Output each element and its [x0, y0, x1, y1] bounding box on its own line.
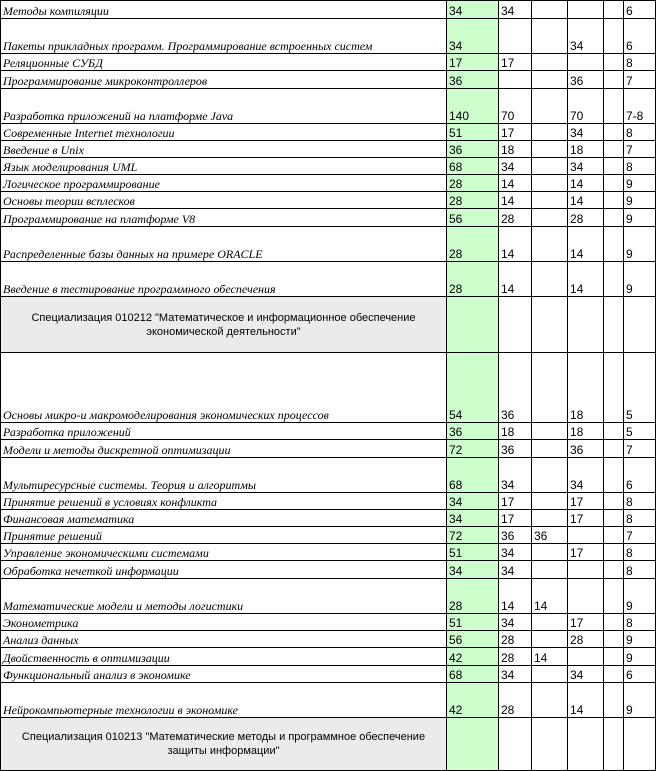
practice-hours-cell[interactable]: 28: [568, 209, 604, 227]
lab-hours-cell[interactable]: [532, 683, 568, 718]
lecture-hours-cell[interactable]: 14: [499, 227, 532, 262]
practice-hours-cell[interactable]: 34: [568, 666, 604, 683]
empty-cell[interactable]: [604, 648, 624, 666]
table-row[interactable]: [1, 71, 656, 89]
semester-cell[interactable]: 8: [624, 54, 656, 71]
practice-hours-cell[interactable]: 34: [568, 124, 604, 141]
lab-hours-cell[interactable]: [532, 89, 568, 124]
table-row[interactable]: [1, 353, 656, 423]
lecture-hours-cell[interactable]: 34: [499, 544, 532, 561]
semester-cell[interactable]: 5: [624, 423, 656, 440]
empty-cell[interactable]: [604, 124, 624, 141]
table-row[interactable]: [1, 458, 656, 493]
total-hours-cell[interactable]: 34: [447, 561, 499, 579]
total-hours-cell[interactable]: 68: [447, 458, 499, 493]
total-hours-cell[interactable]: 34: [447, 493, 499, 510]
course-name-cell[interactable]: Двойственность в оптимизации: [1, 648, 447, 666]
table-row[interactable]: [1, 493, 656, 510]
lab-hours-cell[interactable]: [532, 262, 568, 297]
lab-hours-cell[interactable]: [532, 141, 568, 158]
course-name-cell[interactable]: Логическое программирование: [1, 175, 447, 192]
practice-hours-cell[interactable]: 14: [568, 192, 604, 209]
empty-cell[interactable]: [604, 158, 624, 175]
lab-hours-cell[interactable]: [532, 631, 568, 648]
empty-cell[interactable]: [604, 19, 624, 54]
practice-hours-cell[interactable]: 17: [568, 544, 604, 561]
table-row[interactable]: [1, 209, 656, 227]
total-hours-cell[interactable]: 51: [447, 614, 499, 631]
lecture-hours-cell[interactable]: 34: [499, 561, 532, 579]
empty-cell[interactable]: [604, 353, 624, 423]
empty-cell[interactable]: [604, 192, 624, 209]
lab-hours-cell[interactable]: [532, 227, 568, 262]
course-name-cell[interactable]: Эконометрика: [1, 614, 447, 631]
semester-cell[interactable]: 8: [624, 158, 656, 175]
practice-hours-cell[interactable]: 70: [568, 89, 604, 124]
course-name-cell[interactable]: Язык моделирования UML: [1, 158, 447, 175]
practice-hours-cell[interactable]: [568, 561, 604, 579]
lecture-hours-cell[interactable]: 34: [499, 666, 532, 683]
practice-hours-cell[interactable]: 17: [568, 493, 604, 510]
total-hours-cell[interactable]: 51: [447, 544, 499, 561]
specialization-row[interactable]: [1, 718, 656, 771]
empty-cell[interactable]: [568, 297, 604, 353]
lecture-hours-cell[interactable]: 17: [499, 510, 532, 527]
specialization-title-cell[interactable]: Специализация 010212 "Математическое и информационное обеспечение экономической деятельности": [1, 297, 447, 353]
lab-hours-cell[interactable]: [532, 1, 568, 19]
practice-hours-cell[interactable]: [568, 54, 604, 71]
total-hours-cell[interactable]: [447, 718, 499, 771]
lecture-hours-cell[interactable]: 18: [499, 141, 532, 158]
empty-cell[interactable]: [604, 718, 624, 771]
total-hours-cell[interactable]: 34: [447, 1, 499, 19]
empty-cell[interactable]: [604, 440, 624, 458]
lecture-hours-cell[interactable]: 34: [499, 614, 532, 631]
lecture-hours-cell[interactable]: 17: [499, 493, 532, 510]
lecture-hours-cell[interactable]: 17: [499, 124, 532, 141]
empty-cell[interactable]: [604, 89, 624, 124]
lecture-hours-cell[interactable]: 17: [499, 54, 532, 71]
total-hours-cell[interactable]: 36: [447, 141, 499, 158]
lecture-hours-cell[interactable]: 36: [499, 353, 532, 423]
practice-hours-cell[interactable]: 36: [568, 440, 604, 458]
table-row[interactable]: [1, 19, 656, 54]
course-name-cell[interactable]: Мультиресурсные системы. Теория и алгоритмы: [1, 458, 447, 493]
semester-cell[interactable]: 9: [624, 631, 656, 648]
empty-cell[interactable]: [604, 227, 624, 262]
course-name-cell[interactable]: Финансовая математика: [1, 510, 447, 527]
lecture-hours-cell[interactable]: 28: [499, 209, 532, 227]
empty-cell[interactable]: [568, 718, 604, 771]
semester-cell[interactable]: 9: [624, 683, 656, 718]
empty-cell[interactable]: [604, 262, 624, 297]
semester-cell[interactable]: 8: [624, 124, 656, 141]
table-body: [1, 1, 656, 771]
course-name-cell[interactable]: Пакеты прикладных программ. Программирование встроенных систем: [1, 19, 447, 54]
table-row[interactable]: [1, 527, 656, 544]
course-name-cell[interactable]: Управление экономическими системами: [1, 544, 447, 561]
table-row[interactable]: [1, 262, 656, 297]
course-name-cell[interactable]: Основы теории всплесков: [1, 192, 447, 209]
table-row[interactable]: [1, 141, 656, 158]
specialization-title-cell[interactable]: Специализация 010213 "Математические методы и программное обеспечение защиты информации": [1, 718, 447, 771]
practice-hours-cell[interactable]: [568, 579, 604, 614]
table-row[interactable]: [1, 648, 656, 666]
total-hours-cell[interactable]: 28: [447, 227, 499, 262]
lecture-hours-cell[interactable]: 34: [499, 458, 532, 493]
course-name-cell[interactable]: Модели и методы дискретной оптимизации: [1, 440, 447, 458]
empty-cell[interactable]: [604, 579, 624, 614]
lecture-hours-cell[interactable]: [499, 71, 532, 89]
total-hours-cell[interactable]: 34: [447, 510, 499, 527]
practice-hours-cell[interactable]: 34: [568, 19, 604, 54]
course-name-cell[interactable]: Основы микро-и макромоделирования экономических процессов: [1, 353, 447, 423]
semester-cell[interactable]: 8: [624, 493, 656, 510]
lab-hours-cell[interactable]: [532, 440, 568, 458]
practice-hours-cell[interactable]: [568, 648, 604, 666]
table-row[interactable]: [1, 631, 656, 648]
lecture-hours-cell[interactable]: 18: [499, 423, 532, 440]
lecture-hours-cell[interactable]: [499, 19, 532, 54]
practice-hours-cell[interactable]: 36: [568, 71, 604, 89]
total-hours-cell[interactable]: 54: [447, 353, 499, 423]
practice-hours-cell[interactable]: 28: [568, 631, 604, 648]
practice-hours-cell[interactable]: 18: [568, 423, 604, 440]
empty-cell[interactable]: [604, 297, 624, 353]
semester-cell[interactable]: 7: [624, 141, 656, 158]
lecture-hours-cell[interactable]: 34: [499, 158, 532, 175]
lecture-hours-cell[interactable]: 28: [499, 631, 532, 648]
total-hours-cell[interactable]: 36: [447, 71, 499, 89]
semester-cell[interactable]: 8: [624, 544, 656, 561]
lecture-hours-cell[interactable]: 34: [499, 1, 532, 19]
lecture-hours-cell[interactable]: 36: [499, 527, 532, 544]
empty-cell[interactable]: [532, 297, 568, 353]
semester-cell[interactable]: 8: [624, 561, 656, 579]
practice-hours-cell[interactable]: 34: [568, 158, 604, 175]
total-hours-cell[interactable]: 28: [447, 192, 499, 209]
empty-cell[interactable]: [532, 718, 568, 771]
practice-hours-cell[interactable]: 14: [568, 175, 604, 192]
semester-cell[interactable]: 9: [624, 579, 656, 614]
empty-cell[interactable]: [624, 297, 656, 353]
course-name-cell[interactable]: Разработка приложений: [1, 423, 447, 440]
table-row[interactable]: [1, 192, 656, 209]
empty-cell[interactable]: [499, 297, 532, 353]
empty-cell[interactable]: [604, 175, 624, 192]
lab-hours-cell[interactable]: [532, 19, 568, 54]
empty-cell[interactable]: [604, 458, 624, 493]
total-hours-cell[interactable]: 72: [447, 527, 499, 544]
lab-hours-cell[interactable]: [532, 493, 568, 510]
lecture-hours-cell[interactable]: 28: [499, 648, 532, 666]
semester-cell[interactable]: 7: [624, 527, 656, 544]
table-row[interactable]: [1, 544, 656, 561]
table-row[interactable]: [1, 124, 656, 141]
semester-cell[interactable]: 9: [624, 227, 656, 262]
semester-cell[interactable]: 7: [624, 440, 656, 458]
practice-hours-cell[interactable]: 14: [568, 262, 604, 297]
empty-cell[interactable]: [604, 423, 624, 440]
total-hours-cell[interactable]: 42: [447, 683, 499, 718]
specialization-row[interactable]: [1, 297, 656, 353]
empty-cell[interactable]: [604, 614, 624, 631]
semester-cell[interactable]: 8: [624, 510, 656, 527]
lab-hours-cell[interactable]: 14: [532, 579, 568, 614]
lab-hours-cell[interactable]: [532, 158, 568, 175]
practice-hours-cell[interactable]: 34: [568, 458, 604, 493]
total-hours-cell[interactable]: 28: [447, 579, 499, 614]
lab-hours-cell[interactable]: [532, 209, 568, 227]
table-row[interactable]: [1, 89, 656, 124]
total-hours-cell[interactable]: 28: [447, 175, 499, 192]
empty-cell[interactable]: [604, 544, 624, 561]
table-row[interactable]: [1, 175, 656, 192]
empty-cell[interactable]: [604, 493, 624, 510]
course-name-cell[interactable]: Принятие решений в условиях конфликта: [1, 493, 447, 510]
lecture-hours-cell[interactable]: 14: [499, 175, 532, 192]
table-row[interactable]: [1, 666, 656, 683]
total-hours-cell[interactable]: 56: [447, 631, 499, 648]
table-row[interactable]: [1, 227, 656, 262]
course-name-cell[interactable]: Распределенные базы данных на примере ORACLE: [1, 227, 447, 262]
table-row[interactable]: [1, 683, 656, 718]
empty-cell[interactable]: [604, 209, 624, 227]
empty-cell[interactable]: [624, 718, 656, 771]
course-name-cell[interactable]: Нейрокомпьютерные технологии в экономике: [1, 683, 447, 718]
lab-hours-cell[interactable]: [532, 54, 568, 71]
empty-cell[interactable]: [604, 666, 624, 683]
semester-cell[interactable]: 9: [624, 175, 656, 192]
table-row[interactable]: [1, 54, 656, 71]
total-hours-cell[interactable]: [447, 297, 499, 353]
empty-cell[interactable]: [604, 561, 624, 579]
lecture-hours-cell[interactable]: 28: [499, 683, 532, 718]
total-hours-cell[interactable]: 51: [447, 124, 499, 141]
total-hours-cell[interactable]: 28: [447, 262, 499, 297]
course-name-cell[interactable]: Принятие решений: [1, 527, 447, 544]
course-name-cell[interactable]: Введение в тестирование программного обеспечения: [1, 262, 447, 297]
semester-cell[interactable]: 7-8: [624, 89, 656, 124]
empty-cell[interactable]: [604, 71, 624, 89]
lecture-hours-cell[interactable]: 70: [499, 89, 532, 124]
lab-hours-cell[interactable]: [532, 561, 568, 579]
semester-cell[interactable]: 5: [624, 353, 656, 423]
lab-hours-cell[interactable]: [532, 423, 568, 440]
semester-cell[interactable]: 6: [624, 19, 656, 54]
lab-hours-cell[interactable]: [532, 353, 568, 423]
lab-hours-cell[interactable]: [532, 614, 568, 631]
semester-cell[interactable]: 6: [624, 458, 656, 493]
semester-cell[interactable]: 6: [624, 1, 656, 19]
practice-hours-cell[interactable]: [568, 527, 604, 544]
table-row[interactable]: [1, 440, 656, 458]
total-hours-cell[interactable]: 72: [447, 440, 499, 458]
practice-hours-cell[interactable]: 14: [568, 227, 604, 262]
total-hours-cell[interactable]: 140: [447, 89, 499, 124]
course-name-cell[interactable]: Программирование микроконтроллеров: [1, 71, 447, 89]
lab-hours-cell[interactable]: [532, 544, 568, 561]
lab-hours-cell[interactable]: [532, 175, 568, 192]
lab-hours-cell[interactable]: 14: [532, 648, 568, 666]
table-row[interactable]: [1, 579, 656, 614]
course-name-cell[interactable]: Современные Internet технологии: [1, 124, 447, 141]
lab-hours-cell[interactable]: [532, 458, 568, 493]
course-name-cell[interactable]: Реляционные СУБД: [1, 54, 447, 71]
practice-hours-cell[interactable]: 18: [568, 141, 604, 158]
lecture-hours-cell[interactable]: 14: [499, 262, 532, 297]
empty-cell[interactable]: [604, 527, 624, 544]
practice-hours-cell[interactable]: 14: [568, 683, 604, 718]
table-row[interactable]: [1, 614, 656, 631]
semester-cell[interactable]: 9: [624, 192, 656, 209]
lab-hours-cell[interactable]: [532, 192, 568, 209]
table-row[interactable]: [1, 1, 656, 19]
empty-cell[interactable]: [604, 141, 624, 158]
empty-cell[interactable]: [604, 510, 624, 527]
course-name-cell[interactable]: Математические модели и методы логистики: [1, 579, 447, 614]
total-hours-cell[interactable]: 42: [447, 648, 499, 666]
empty-cell[interactable]: [604, 1, 624, 19]
total-hours-cell[interactable]: 36: [447, 423, 499, 440]
table-row[interactable]: [1, 158, 656, 175]
table-row[interactable]: [1, 423, 656, 440]
lecture-hours-cell[interactable]: 36: [499, 440, 532, 458]
total-hours-cell[interactable]: 68: [447, 158, 499, 175]
course-name-cell[interactable]: Обработка нечеткой информации: [1, 561, 447, 579]
semester-cell[interactable]: 9: [624, 648, 656, 666]
lab-hours-cell[interactable]: [532, 666, 568, 683]
course-name-cell[interactable]: Программирование на платформе V8: [1, 209, 447, 227]
lecture-hours-cell[interactable]: 14: [499, 192, 532, 209]
course-name-cell[interactable]: Методы компиляции: [1, 1, 447, 19]
table-row[interactable]: [1, 510, 656, 527]
lab-hours-cell[interactable]: [532, 510, 568, 527]
course-name-cell[interactable]: Введение в Unix: [1, 141, 447, 158]
semester-cell[interactable]: 6: [624, 666, 656, 683]
empty-cell[interactable]: [604, 631, 624, 648]
empty-cell[interactable]: [499, 718, 532, 771]
table-row[interactable]: [1, 561, 656, 579]
practice-hours-cell[interactable]: 17: [568, 614, 604, 631]
course-name-cell[interactable]: Анализ данных: [1, 631, 447, 648]
practice-hours-cell[interactable]: [568, 1, 604, 19]
practice-hours-cell[interactable]: 17: [568, 510, 604, 527]
lab-hours-cell[interactable]: [532, 71, 568, 89]
total-hours-cell[interactable]: 56: [447, 209, 499, 227]
course-name-cell[interactable]: Функциональный анализ в экономике: [1, 666, 447, 683]
total-hours-cell[interactable]: 34: [447, 19, 499, 54]
empty-cell[interactable]: [604, 683, 624, 718]
total-hours-cell[interactable]: 68: [447, 666, 499, 683]
total-hours-cell[interactable]: 17: [447, 54, 499, 71]
course-name-cell[interactable]: Разработка приложений на платформе Java: [1, 89, 447, 124]
empty-cell[interactable]: [604, 54, 624, 71]
lab-hours-cell[interactable]: 36: [532, 527, 568, 544]
semester-cell[interactable]: 7: [624, 71, 656, 89]
lab-hours-cell[interactable]: [532, 124, 568, 141]
semester-cell[interactable]: 8: [624, 614, 656, 631]
lecture-hours-cell[interactable]: 14: [499, 579, 532, 614]
semester-cell[interactable]: 9: [624, 209, 656, 227]
semester-cell[interactable]: 9: [624, 262, 656, 297]
practice-hours-cell[interactable]: 18: [568, 353, 604, 423]
